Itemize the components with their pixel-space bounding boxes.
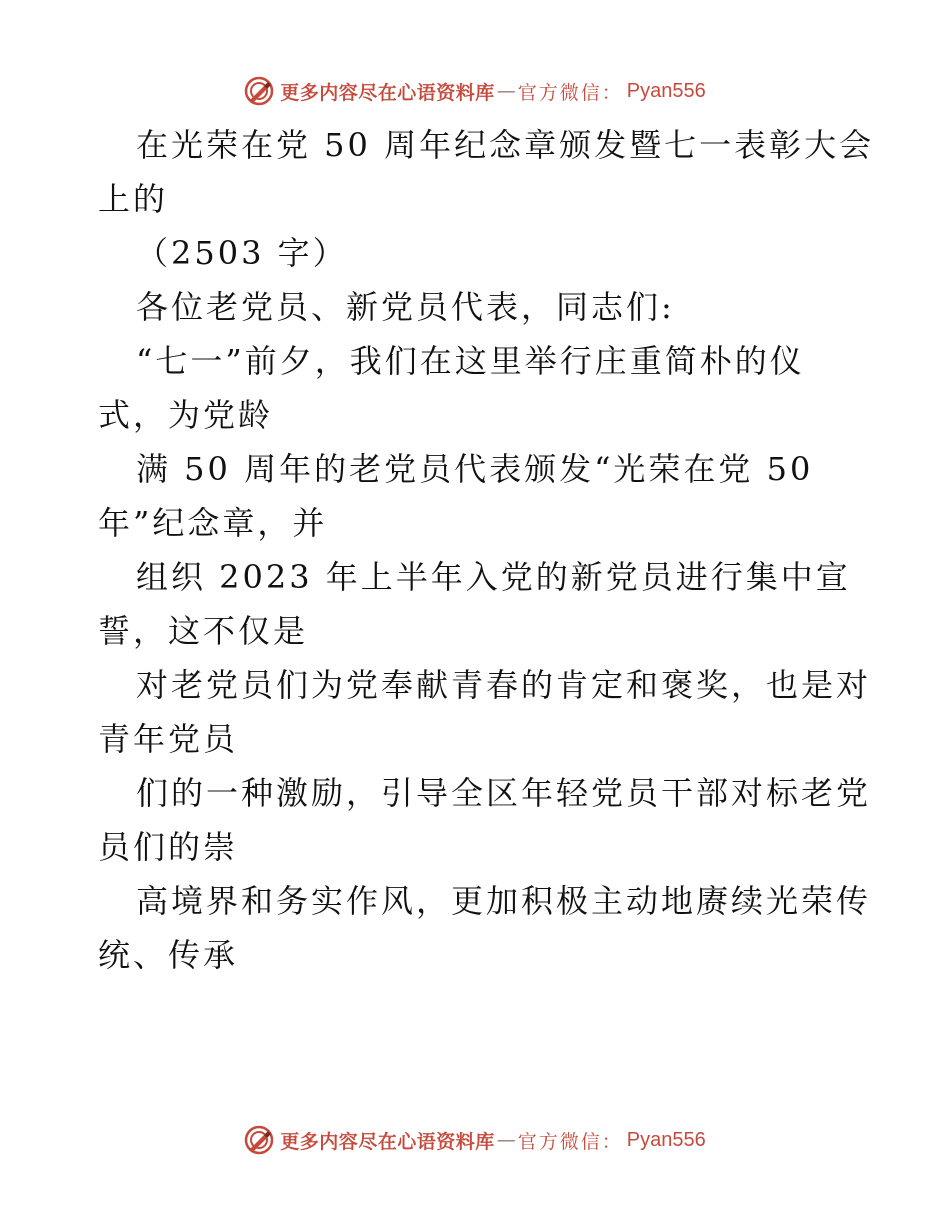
text-line: 员们的崇	[98, 828, 239, 866]
text-line: “七一”前夕，我们在这里举行庄重简朴的仪	[136, 342, 805, 380]
watermark-dash: —	[496, 80, 516, 102]
text-line: 式，为党龄	[98, 396, 274, 434]
text-line: 对老党员们为党奉献青春的肯定和褒奖，也是对	[136, 666, 872, 704]
text-line: 高境界和务实作风，更加积极主动地赓续光荣传	[136, 882, 872, 920]
document-body	[98, 118, 875, 982]
watermark-dash: —	[496, 1129, 516, 1151]
text-line: 各位老党员、新党员代表，同志们:	[136, 288, 675, 326]
watermark-site-text: 更多内容尽在心语资料库	[280, 1130, 495, 1153]
watermark-site-text: 更多内容尽在心语资料库	[280, 81, 495, 104]
pen-logo-icon	[244, 76, 274, 106]
text-line: 们的一种激励，引导全区年轻党员干部对标老党	[136, 774, 872, 812]
text-line: 上的	[98, 180, 169, 218]
text-line: 满 50 周年的老党员代表颁发“光荣在党 50	[136, 450, 814, 488]
text-line: （2503 字）	[136, 234, 348, 272]
pen-logo-icon	[244, 1125, 274, 1155]
text-line: 誓，这不仅是	[98, 612, 309, 650]
footer-watermark	[0, 1120, 950, 1160]
watermark-label: 官方微信：	[517, 1130, 623, 1153]
watermark-wechat-id: Pyan556	[626, 79, 706, 102]
text-line: 组织 2023 年上半年入党的新党员进行集中宣	[136, 558, 851, 596]
watermark-wechat-id: Pyan556	[626, 1128, 706, 1151]
text-line: 年”纪念章，并	[98, 504, 328, 542]
text-line: 青年党员	[98, 720, 239, 758]
text-line: 在光荣在党 50 周年纪念章颁发暨七一表彰大会	[136, 126, 875, 164]
text-line: 统、传承	[98, 936, 239, 974]
watermark-label: 官方微信：	[517, 81, 623, 104]
header-watermark	[0, 71, 950, 111]
